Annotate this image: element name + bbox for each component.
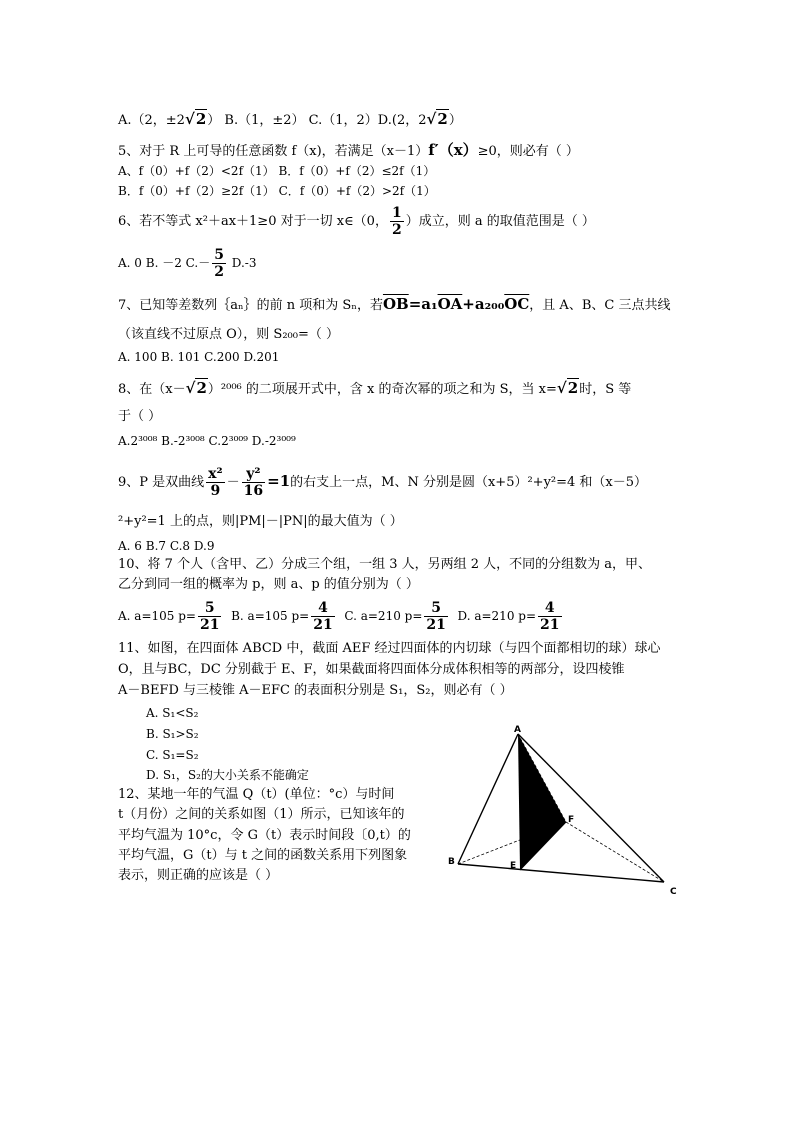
- q6-options: [118, 246, 256, 280]
- q9-line2: ²+y²=1 上的点，则|PM|－|PN|的最大值为（ ）: [118, 514, 403, 529]
- fraction-x2-9: $\frac{\text{x²}}{9}$: [208, 466, 223, 499]
- fraction: $\frac{5}{21}$: [426, 600, 446, 633]
- sqrt-symbol: √2: [426, 110, 448, 128]
- q7-line2: （该直线不过原点 O），则 S₂₀₀=（ ）: [118, 327, 339, 342]
- q4-options-end: ）: [448, 113, 462, 128]
- q12-line3: 平均气温为 10°c，令 G（t）表示时间段〔0,t）的: [118, 828, 411, 843]
- tetrahedron-figure: [448, 722, 688, 902]
- q4-options: [118, 110, 462, 130]
- q8-options: A.2³⁰⁰⁸ B.-2³⁰⁰⁸ C.2³⁰⁰⁹ D.-2³⁰⁰⁹: [118, 434, 296, 448]
- fraction: $\frac{4}{21}$: [540, 600, 560, 633]
- q6-stem: [118, 205, 595, 239]
- q8-stem-text: 8、在（x－: [118, 382, 186, 397]
- q11-line2: O，且与BC，DC 分别截于 E、F，如果截面将四面体分成体积相等的两部分，设四棱锥: [118, 662, 625, 677]
- vector-oa: $\overline{OA}$: [437, 295, 463, 313]
- q7-options: A. 100 B. 101 C.200 D.201: [118, 350, 280, 364]
- edge-ab: [458, 734, 518, 864]
- q12-line1: 12、某地一年的气温 Q（t）(单位：°c）与时间: [118, 787, 395, 802]
- q11-option-a: A. S₁<S₂: [146, 706, 199, 720]
- vector-ob: $\overline{OB}$: [382, 295, 409, 313]
- fraction: $\frac{5}{2}$: [214, 247, 224, 280]
- q4-option-a-prefix: A.（2，±2: [118, 113, 185, 128]
- q11-option-c: C. S₁=S₂: [146, 748, 199, 762]
- q10-line2: 乙分到同一组的概率为 p，则 a、p 的值分别为（ ）: [118, 577, 419, 592]
- fraction: $\frac{1}{2}$: [391, 205, 402, 238]
- q12-line2: t（月份）之间的关系如图（1）所示，已知该年的: [118, 807, 405, 822]
- q11-line3: A－BEFD 与三棱锥 A－EFC 的表面积分别是 S₁，S₂，则必有（ ）: [118, 683, 513, 698]
- q8-line2: 于（ ）: [118, 409, 162, 424]
- q12-line5: 表示，则正确的应该是（ ）: [118, 868, 279, 883]
- sqrt-symbol: √2: [185, 379, 207, 397]
- q8-stem-mid: ）²⁰⁰⁶ 的二项展开式中，含 x 的奇次幂的项之和为 S，当 x=: [207, 382, 557, 397]
- q5-options-line1: A、f（0）+f（2）<2f（1） B．f（0）+f（2）≤2f（1）: [118, 164, 436, 178]
- q10-options: [118, 596, 564, 636]
- q10-option-a: A. a=105 p=: [118, 609, 196, 623]
- label-f: F: [568, 815, 575, 825]
- q8-stem: [118, 379, 631, 399]
- q8-stem-end: 时，S 等: [579, 382, 632, 397]
- label-e: E: [510, 861, 517, 871]
- q7-stem: [118, 295, 670, 315]
- q5-derivative: f′（x）: [428, 141, 478, 159]
- q11-option-b: B. S₁>S₂: [146, 727, 199, 741]
- q4-options-mid: ） B.（1，±2） C.（1，2）D.(2，2: [207, 113, 427, 128]
- q12-line4: 平均气温，G（t）与 t 之间的函数关系用下列图象: [118, 848, 408, 863]
- q9-stem: [118, 463, 647, 501]
- q9-eq: =1: [267, 472, 291, 490]
- q5-options-line2: B．f（0）+f（2）≥2f（1） C．f（0）+f（2）>2f（1）: [118, 184, 436, 198]
- q11-option-d: D. S₁，S₂的大小关系不能确定: [146, 768, 309, 782]
- label-c: C: [670, 887, 677, 897]
- q10-option-d: D. a=210 p=: [457, 609, 537, 623]
- section-aef: [518, 734, 566, 870]
- q9-options: A. 6 B.7 C.8 D.9: [118, 539, 215, 553]
- q5-stem-text: 5、对于 R 上可导的任意函数 f（x)，若满足（x－1）: [118, 144, 429, 159]
- q10-option-c: C. a=210 p=: [344, 609, 423, 623]
- edge-dc-hidden: [566, 822, 664, 882]
- q9-stem-end: 的右支上一点，M、N 分别是圆（x+5）²+y²=4 和（x－5）: [290, 475, 648, 490]
- fraction: $\frac{5}{21}$: [199, 600, 220, 633]
- label-a: A: [514, 725, 521, 735]
- label-b: B: [448, 857, 455, 867]
- q6-stem-end: ）成立，则 a 的取值范围是（ ）: [405, 214, 595, 229]
- q10-line1: 10、将 7 个人（含甲、乙）分成三个组，一组 3 人，另两组 2 人，不同的分组数为 a，甲、: [118, 557, 652, 572]
- q11-line1: 11、如图，在四面体 ABCD 中，截面 AEF 经过四面体的内切球（与四个面都相切的球）球心: [118, 641, 661, 656]
- fraction: $\frac{4}{21}$: [313, 600, 333, 633]
- q7-stem-end: ，且 A、B、C 三点共线: [529, 298, 671, 313]
- q6-options-text: A. 0 B. －2 C.－: [118, 256, 211, 270]
- q7-plus: +a₂₀₀: [462, 295, 505, 313]
- q6-options-end: D.-3: [227, 256, 257, 270]
- fraction-y2-16: $\frac{\text{y²}}{16}$: [243, 466, 264, 499]
- q5-stem: [118, 141, 579, 161]
- edge-bc: [458, 864, 664, 882]
- q7-eq: =a₁: [408, 295, 438, 313]
- q9-minus: －: [226, 475, 240, 490]
- vector-oc: $\overline{OC}$: [504, 295, 530, 313]
- q9-stem-text: 9、P 是双曲线: [118, 475, 205, 490]
- q6-stem-text: 6、若不等式 x²＋ax＋1≥0 对于一切 x∈（0，: [118, 214, 388, 229]
- sqrt-symbol: √2: [184, 110, 207, 128]
- q10-option-b: B. a=105 p=: [231, 609, 310, 623]
- q5-stem-end: ≥0，则必有（ ）: [477, 144, 579, 159]
- sqrt-symbol: √2: [556, 379, 579, 397]
- q7-stem-text: 7、已知等差数列｛aₙ｝的前 n 项和为 Sₙ，若: [118, 298, 383, 313]
